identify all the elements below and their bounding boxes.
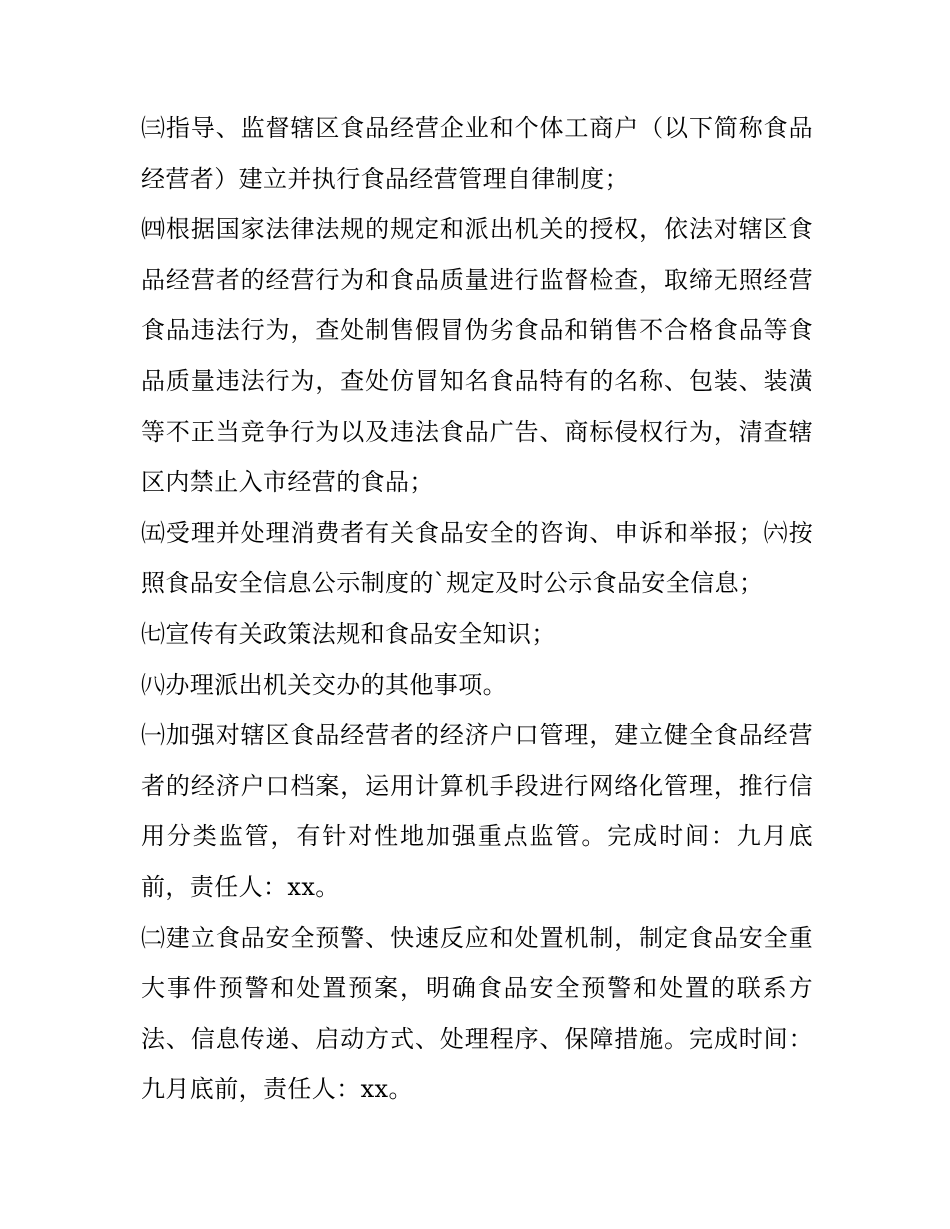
paragraph-duty-5-6: ㈤受理并处理消费者有关食品安全的咨询、申诉和举报；㈥按照食品安全信息公示制度的`规定及时公示食品安全信息； [141,518,813,598]
paragraph-task-1: ㈠加强对辖区食品经营者的经济户口管理，建立健全食品经营者的经济户口档案，运用计算机手段进行网络化管理，推行信用分类监管，有针对性地加强重点监管。完成时间：九月底前，责任人：xx。 [141,721,813,901]
paragraph-task-2: ㈡建立食品安全预警、快速反应和处置机制，制定食品安全重大事件预警和处置预案，明确食品安全预警和处置的联系方法、信息传递、启动方式、处理程序、保障措施。完成时间：九月底前，责任人：xx。 [141,923,813,1104]
paragraph-duty-3: ㈢指导、监督辖区食品经营企业和个体工商户（以下简称食品经营者）建立并执行食品经营管理自律制度； [141,114,813,193]
document-body [141,103,813,1115]
paragraph-duty-4: ㈣根据国家法律法规的规定和派出机关的授权，依法对辖区食品经营者的经营行为和食品质量进行监督检查，取缔无照经营食品违法行为，查处制售假冒伪劣食品和销售不合格食品等食品质量违法行为，查处仿冒知名食品特有的名称、包装、装潢等不正当竞争行为以及违法食品广告、商标侵权行为，清查辖区内禁止入市经营的食品； [141,215,813,497]
paragraph-duty-8: ㈧办理派出机关交办的其他事项。 [141,670,507,699]
paragraph-duty-7: ㈦宣传有关政策法规和食品安全知识； [141,619,556,648]
